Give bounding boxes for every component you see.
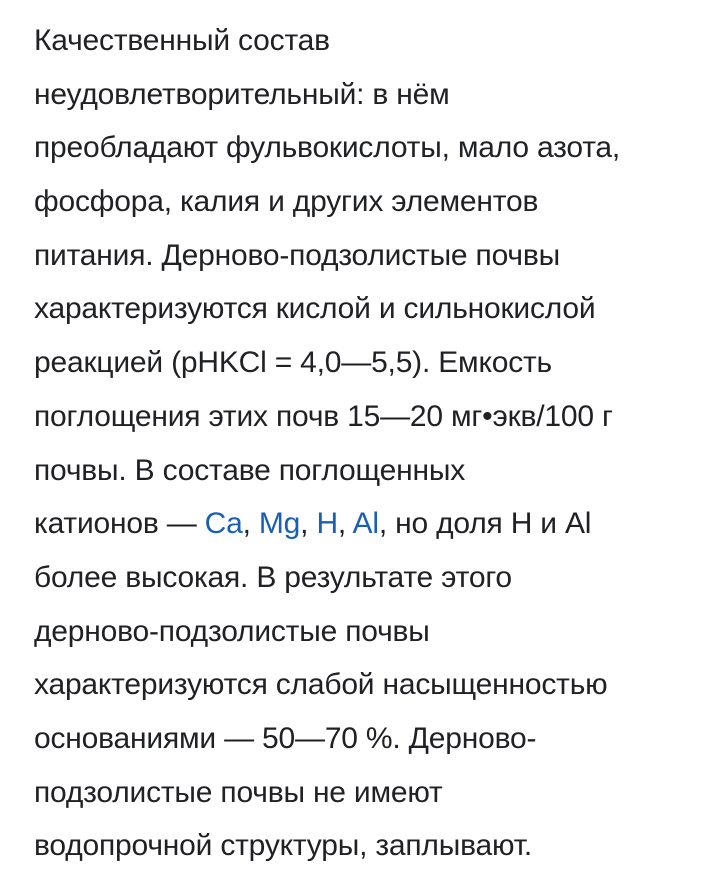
- text-line: неудовлетворительный: в нём: [34, 77, 450, 111]
- article-text: [34, 14, 704, 873]
- text-line: подзолистые почвы не имеют: [34, 775, 443, 809]
- cations-suffix: , но доля H и Al: [378, 507, 592, 541]
- text-line: преобладают фульвокислоты, мало азота,: [34, 131, 621, 165]
- link-calcium[interactable]: Ca: [204, 507, 243, 541]
- text-line: основаниями — 50—70 %. Дерново-: [34, 721, 537, 755]
- text-line: питания. Дерново-подзолистые почвы: [34, 238, 560, 272]
- cations-prefix: катионов —: [34, 507, 205, 541]
- text-line: почвы. В составе поглощенных: [34, 453, 466, 487]
- link-separator: ,: [300, 507, 317, 541]
- link-aluminium[interactable]: Al: [352, 507, 379, 541]
- text-line: водопрочной структуры, заплывают.: [34, 829, 532, 863]
- link-separator: ,: [242, 507, 259, 541]
- link-hydrogen[interactable]: H: [316, 507, 338, 541]
- text-line: более высокая. В результате этого: [34, 560, 512, 594]
- text-line: фосфора, калия и других элементов: [34, 185, 539, 219]
- link-separator: ,: [337, 507, 353, 541]
- link-magnesium[interactable]: Mg: [258, 507, 301, 541]
- text-line: реакцией (рНKCl = 4,0—5,5). Емкость: [34, 346, 552, 380]
- text-line: характеризуются слабой насыщенностью: [34, 668, 608, 702]
- cations-line: [34, 497, 704, 551]
- text-line: Качественный состав: [34, 24, 330, 57]
- text-line: поглощения этих почв 15—20 мг•экв/100 г: [34, 399, 613, 433]
- text-line: дерново-подзолистые почвы: [34, 614, 430, 648]
- text-line: характеризуются кислой и сильнокислой: [34, 292, 596, 326]
